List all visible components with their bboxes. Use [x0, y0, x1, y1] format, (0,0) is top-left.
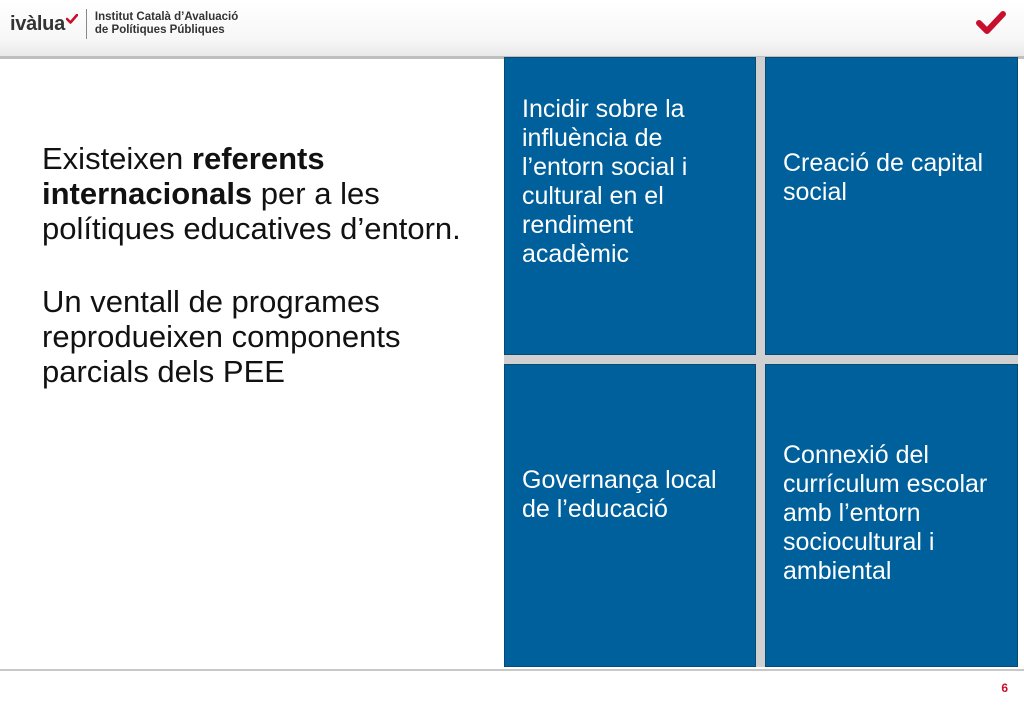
grid-cell-governanca — [504, 364, 756, 667]
logo-check-icon — [66, 11, 78, 29]
org-line-1: Institut Català d’Avaluació — [94, 11, 239, 23]
grid-cell-influencia — [504, 57, 756, 355]
org-line-2: de Polítiques Públiques — [94, 24, 225, 36]
paragraph-referents — [42, 141, 482, 246]
cell-text: Incidir sobre la influència de l’entorn social i cultural en el rendiment acadèmic — [522, 95, 688, 268]
logo-word: ivàlua — [10, 12, 65, 35]
cell-text: Creació de capital social — [783, 149, 984, 206]
logo-divider — [86, 9, 87, 39]
cell-text: Connexió del currículum escolar amb l’entorn sociocultural i ambiental — [783, 441, 988, 585]
paragraph-programes: Un ventall de programes reprodueixen components parcials dels PEE — [42, 284, 401, 389]
cell-text: Governança local de l’educació — [522, 466, 717, 523]
p1-end: per a les polítiques educatives d’entorn. — [42, 176, 461, 246]
footer-divider — [0, 669, 1024, 671]
p1-emphasis: referents internacionals — [42, 141, 325, 211]
grid-cell-capital-social — [765, 57, 1018, 355]
checkmark-icon — [976, 10, 1006, 41]
organization-name — [95, 11, 238, 37]
header — [0, 0, 1024, 59]
p1-start: Existeixen — [42, 141, 192, 176]
page-number: 6 — [1001, 681, 1008, 695]
concept-grid — [504, 57, 1018, 667]
grid-cell-curriculum — [765, 364, 1018, 667]
main-text — [42, 141, 482, 389]
ivalua-logo — [10, 9, 238, 39]
